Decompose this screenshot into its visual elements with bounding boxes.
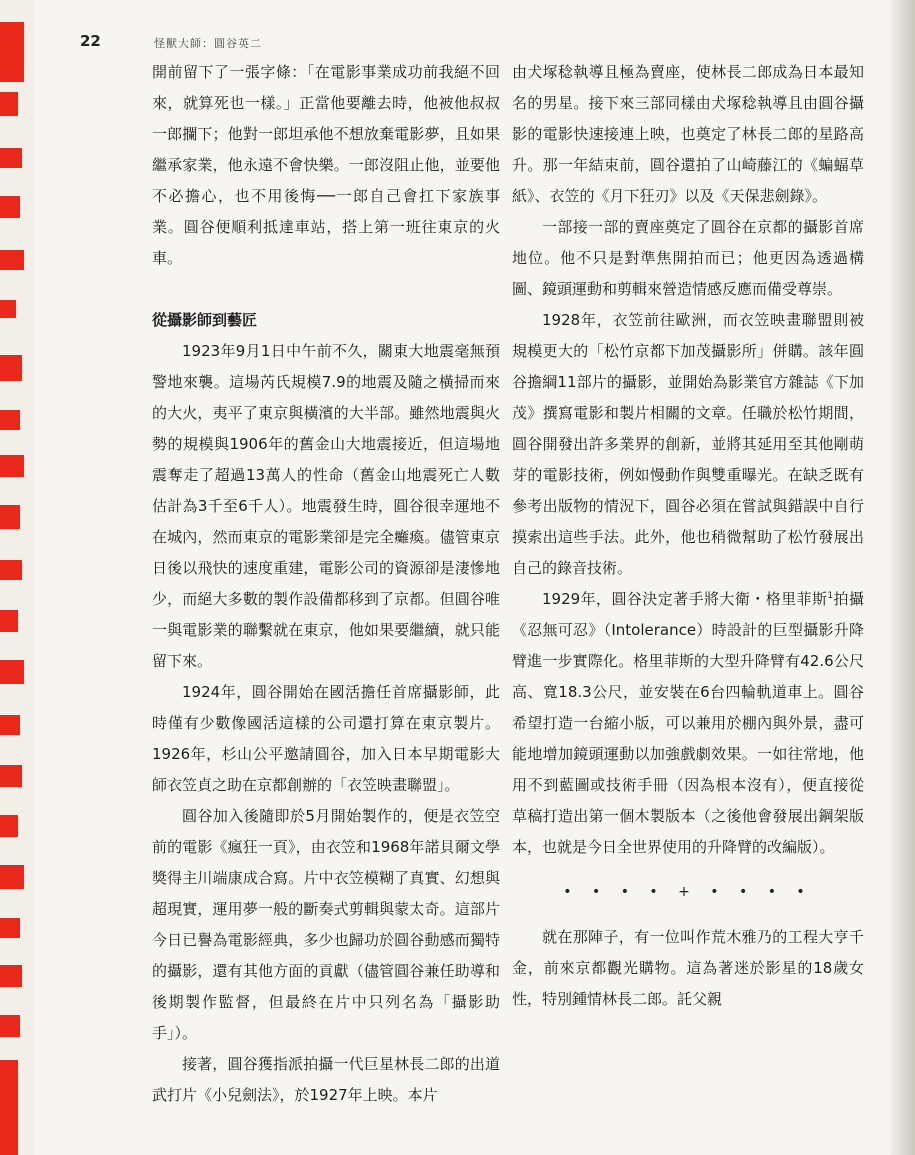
- spine-binding-mark: [0, 1060, 18, 1155]
- paragraph: 1924年，圓谷開始在國活擔任首席攝影師，此時僅有少數像國活這樣的公司還打算在東京製片。1926年，杉山公平邀請圓谷，加入日本早期電影大師衣笠貞之助在京都創辦的「衣笠映畫聯盟」。: [152, 683, 500, 794]
- paragraph: 圓谷加入後隨即於5月開始製作的，便是衣笠空前的電影《瘋狂一頁》，由衣笠和1968年諾貝爾文學獎得主川端康成合寫。片中衣笠模糊了真實、幻想與超現實，運用夢一般的斷奏式剪輯與蒙太奇。這部片今日已譽為電影經典，多少也歸功於圓谷動感而獨特的攝影，還有其他方面的貢獻（儘管圓谷兼任助導和後期製作監督，但最終在片中只列名為「攝影助手」）。: [152, 807, 500, 1042]
- spine-binding-mark: [0, 918, 20, 938]
- paragraph-text: 拍攝《忍無可忍》（Intolerance）時設計的巨型攝影升降臂進一步實際化。格里菲斯的大型升降臂有42.6公尺高、寬18.3公尺，並安裝在6台四輪軌道車上。圓谷希望打造一台縮小版，可以兼用於棚內與外景，盡可能地增加鏡頭運動以加強戲劇效果。一如往常地，他用不到藍圖或技術手冊（因為根本沒有），便直接從草稿打造出第一個木製版本（之後他會發展出鋼架版本，也就是今日全世界使用的升降臂的改編版）。: [512, 590, 864, 856]
- spine-binding-mark: [0, 965, 22, 987]
- spine-binding-mark: [0, 865, 24, 889]
- spine-binding-mark: [0, 355, 22, 381]
- right-column: [512, 57, 864, 1015]
- spine-binding-mark: [0, 1015, 20, 1037]
- spine-binding-mark: [0, 765, 22, 787]
- paragraph: 就在那陣子，有一位叫作荒木雅乃的工程大亨千金，前來京都觀光購物。這為著迷於影星的18歲女性，特別鍾情林長二郎。託父親: [512, 928, 864, 1008]
- paragraph-text: 1929年，圓谷決定著手將大衛・格里菲斯: [542, 590, 828, 608]
- left-column: [152, 57, 500, 1111]
- page-edge-shadow: [889, 0, 915, 1155]
- paragraph: 由犬塚稔執導且極為賣座，使林長二郎成為日本最知名的男星。接下來三部同樣由犬塚稔執導且由圓谷攝影的電影快速接連上映，也奠定了林長二郎的星路高升。那一年結束前，圓谷還拍了山崎藤江的《蝙蝠草紙》、衣笠的《月下狂刃》以及《天保悲劍錄》。: [512, 63, 864, 205]
- spine-binding-mark: [0, 410, 20, 430]
- paragraph: 1928年，衣笠前往歐洲，而衣笠映畫聯盟則被規模更大的「松竹京都下加茂攝影所」併購。該年圓谷擔綱11部片的攝影，並開始為影業官方雜誌《下加茂》撰寫電影和製片相關的文章。任職於松竹期間，圓谷開發出許多業界的創新，並將其延用至其他剛萌芽的電影技術，例如慢動作與雙重曝光。在缺乏既有參考出版物的情況下，圓谷必須在嘗試與錯誤中自行摸索出這些手法。此外，他也稍微幫助了松竹發展出自己的錄音技術。: [512, 311, 864, 577]
- paragraph: 接著，圓谷獲指派拍攝一代巨星林長二郎的出道武打片《小兒劍法》，於1927年上映。本片: [152, 1055, 500, 1104]
- spine-binding-mark: [0, 815, 18, 837]
- footnote-marker: 1: [827, 591, 834, 601]
- binding-spine: [0, 0, 34, 1155]
- spine-binding-mark: [0, 148, 22, 168]
- page-number: 22: [80, 32, 101, 50]
- paragraph: 1923年9月1日中午前不久，關東大地震毫無預警地來襲。這場芮氏規模7.9的地震及隨之橫掃而來的大火，夷平了東京與橫濱的大半部。雖然地震與火勢的規模與1906年的舊金山大地震接近，但這場地震奪走了超過13萬人的性命（舊金山地震死亡人數估計為3千至6千人）。地震發生時，圓谷很幸運地不在城內，然而東京的電影業卻是完全癱瘓。儘管東京日後以飛快的速度重建，電影公司的資源卻是淒慘地少，而絕大多數的製作設備都移到了京都。但圓谷唯一與電影業的聯繫就在東京，他如果要繼續，就只能留下來。: [152, 342, 500, 670]
- spine-binding-mark: [0, 250, 24, 270]
- spine-binding-mark: [0, 610, 18, 632]
- paragraph: 一部接一部的賣座奠定了圓谷在京都的攝影首席地位。他不只是對準焦開拍而已；他更因為透過構圖、鏡頭運動和剪輯來營造情感反應而備受尊崇。: [512, 218, 864, 298]
- section-divider: • • • • + • • • •: [563, 884, 813, 900]
- paragraph: 開前留下了一張字條：「在電影事業成功前我絕不回來，就算死也一樣。」正當他要離去時，他被他叔叔一郎攔下；他對一郎坦承他不想放棄電影夢，且如果繼承家業，他永遠不會快樂。一郎沒阻止他，並要他不必擔心，也不用後悔──一郎自己會扛下家族事業。圓谷便順利抵達車站，搭上第一班往東京的火車。: [152, 63, 500, 267]
- spine-binding-mark: [0, 560, 22, 580]
- spine-binding-mark: [0, 505, 20, 529]
- page-header: [80, 28, 860, 58]
- spine-binding-mark: [0, 455, 24, 477]
- spine-binding-mark: [0, 300, 16, 318]
- spine-binding-mark: [0, 196, 20, 218]
- spine-binding-mark: [0, 715, 20, 735]
- section-heading: 從攝影師到藝匠: [152, 311, 258, 329]
- spine-binding-mark: [0, 92, 18, 116]
- spine-binding-mark: [0, 660, 24, 684]
- running-head: 怪獸大師：圓谷英二: [154, 37, 262, 50]
- spine-binding-mark: [0, 22, 24, 82]
- paragraph: [512, 584, 864, 863]
